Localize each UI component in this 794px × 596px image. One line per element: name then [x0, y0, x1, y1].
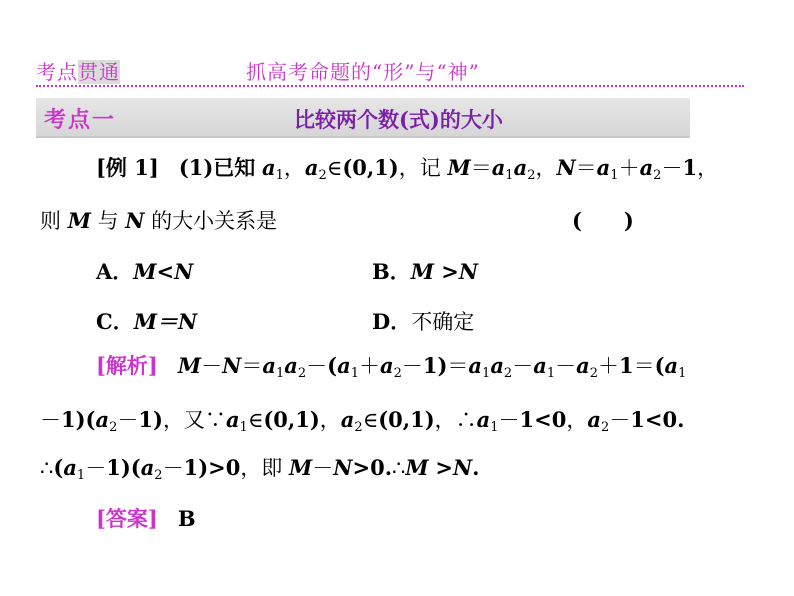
- example-part: (1)已知: [178, 155, 256, 180]
- topic-banner: [36, 98, 690, 138]
- topic-title: 比较两个数(式)的大小: [294, 107, 503, 132]
- solution-line-1: [96, 350, 686, 381]
- problem-line-1: [96, 152, 718, 183]
- option-c-text: M＝N: [133, 309, 198, 334]
- solution-math-1: $M-N=a_1a_2-(a_1+a_2-1)=a_1a_2-a_1-a_2+1=(a_1$: [177, 353, 687, 381]
- solution-line-2: [40, 404, 684, 435]
- answer-line: [96, 503, 196, 533]
- kaodian-label: [36, 56, 120, 85]
- option-d-letter: D．: [372, 309, 412, 334]
- option-b-letter: B．: [372, 259, 411, 284]
- option-a-text: M<N: [133, 259, 194, 284]
- kaodian-b: 贯通: [78, 60, 120, 84]
- solution-math-3: $\therefore(a_1-1)(a_2-1)>0$，即 M－N>0.∴M >N.: [40, 455, 480, 483]
- topic-name: 考点一: [44, 107, 117, 133]
- option-a-letter: A．: [96, 259, 134, 284]
- dotted-divider: [36, 85, 744, 87]
- example-label: [例 1]: [96, 155, 159, 180]
- option-a: [96, 256, 193, 286]
- header-subtitle: 抓高考命题的“形”与“神”: [246, 60, 480, 84]
- problem-line-2: [40, 205, 277, 235]
- solution-label: [解析]: [96, 353, 158, 378]
- section-header: [36, 56, 744, 86]
- solution-math-2: $-1)(a_2-1)$，又$\because a_1\in(0,1)$，$a_2\in(0,1)$，$\therefore a_1-1<0$，$a_2-1<0$.: [40, 407, 685, 435]
- option-b: [372, 256, 478, 286]
- kaodian-a: 考点: [36, 60, 78, 84]
- problem-math-1: $a_1$，$a_2\in(0,1)$，记 $M=a_1a_2$，$N=a_1+a_2-1$，: [262, 155, 719, 183]
- option-d-text: 不确定: [411, 310, 475, 334]
- solution-line-3: [40, 452, 479, 483]
- option-d: [372, 306, 474, 336]
- option-c: [96, 306, 197, 336]
- answer-label: [答案]: [96, 506, 158, 531]
- answer-blank: ( ): [572, 208, 634, 233]
- option-c-letter: C．: [96, 309, 134, 334]
- question-tail: 则 M 与 N 的大小关系是: [40, 208, 278, 233]
- answer-value: B: [177, 506, 196, 531]
- option-b-text: M >N: [410, 259, 479, 284]
